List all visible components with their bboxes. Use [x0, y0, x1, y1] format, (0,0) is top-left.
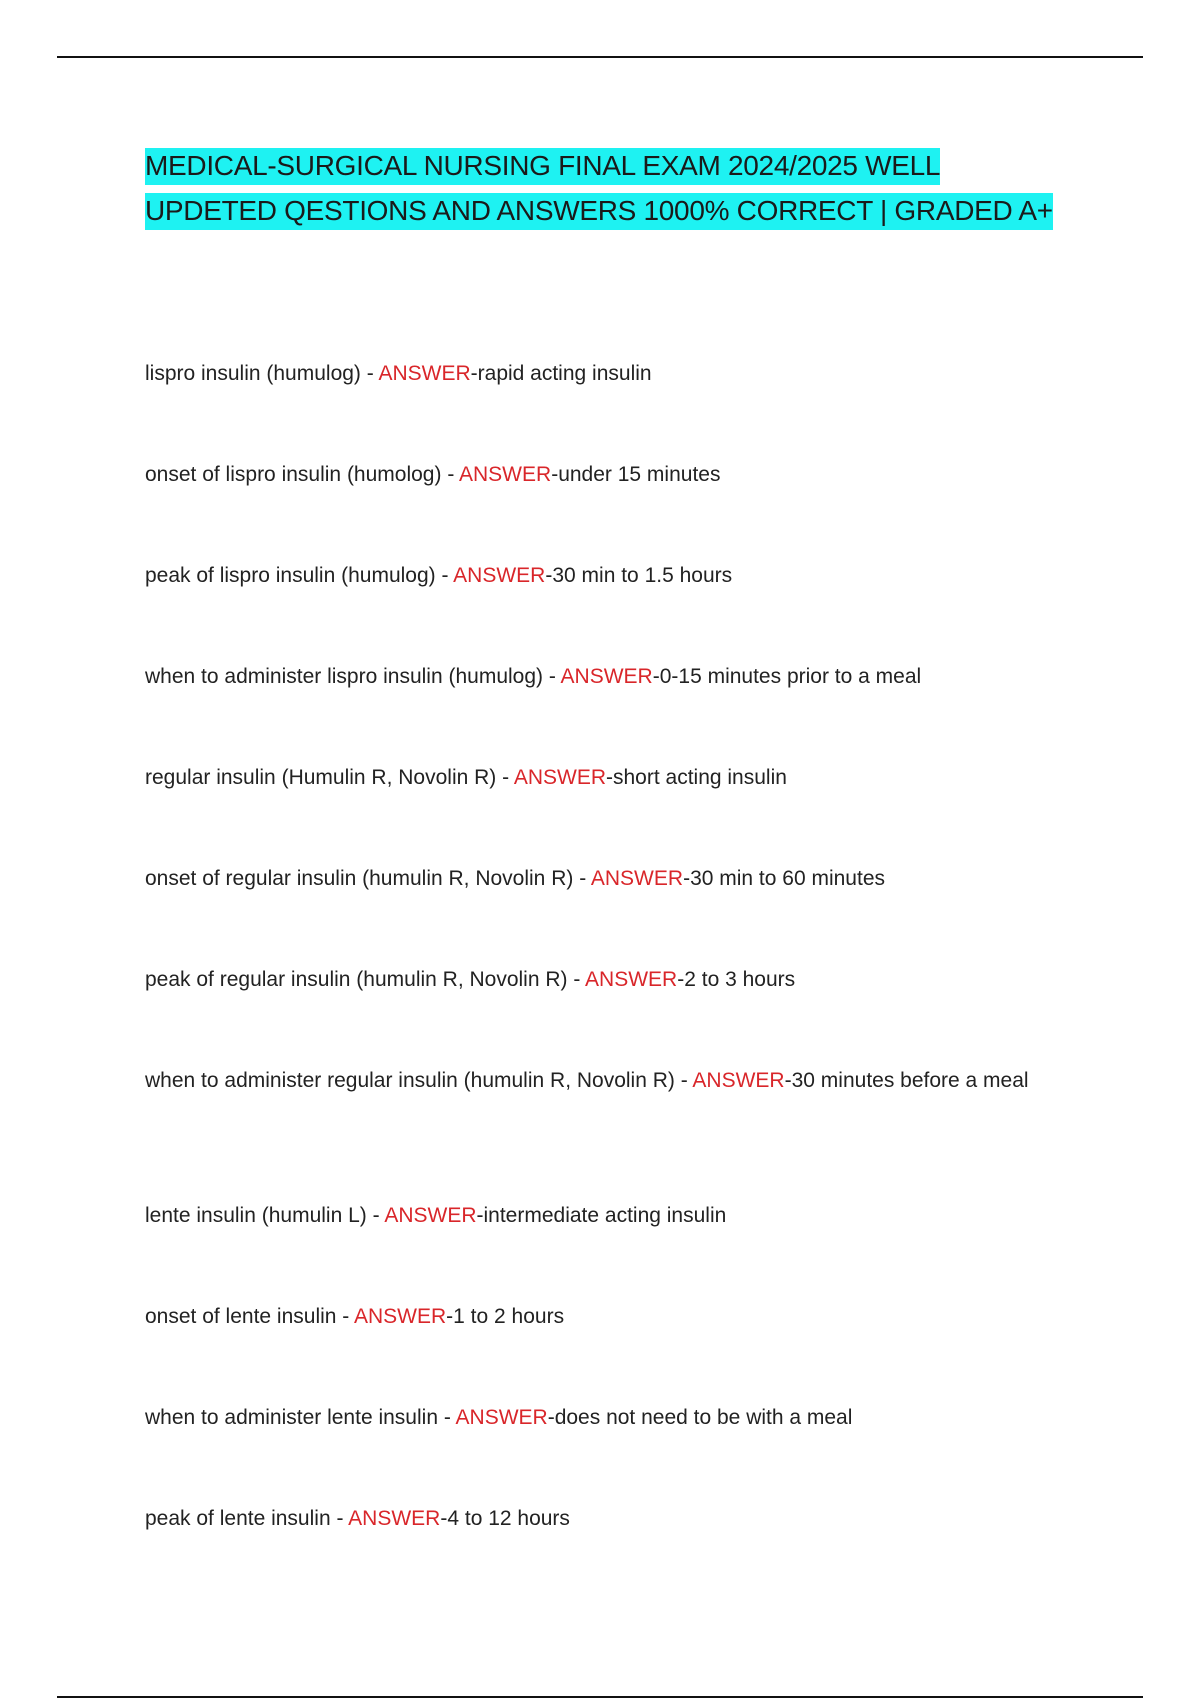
top-rule — [57, 56, 1143, 58]
qa-answer: intermediate acting insulin — [483, 1204, 727, 1227]
qa-answer: rapid acting insulin — [477, 362, 652, 385]
qa-separator: - — [573, 867, 591, 890]
qa-answer: does not need to be with a meal — [554, 1406, 853, 1429]
document-title — [145, 143, 1075, 233]
qa-separator: - — [567, 968, 586, 991]
qa-joiner: - — [551, 463, 559, 486]
qa-joiner: - — [677, 968, 685, 991]
answer-label: ANSWER — [560, 665, 653, 688]
qa-answer: 4 to 12 hours — [447, 1507, 570, 1530]
qa-answer: 0-15 minutes prior to a meal — [659, 665, 922, 688]
qa-question: lispro insulin (humulog) — [145, 362, 361, 385]
answer-label: ANSWER — [692, 1069, 785, 1092]
qa-joiner: - — [784, 1069, 792, 1092]
qa-joiner: - — [606, 766, 613, 789]
qa-joiner: - — [683, 867, 691, 890]
qa-answer: 1 to 2 hours — [453, 1305, 565, 1328]
qa-question: peak of lispro insulin (humulog) — [145, 564, 436, 587]
qa-item — [145, 660, 1055, 694]
qa-separator: - — [435, 564, 454, 587]
qa-item — [145, 761, 1055, 795]
qa-question: onset of lente insulin — [145, 1305, 337, 1328]
qa-joiner: - — [470, 362, 478, 385]
answer-label: ANSWER — [590, 867, 684, 890]
answer-label: ANSWER — [585, 968, 678, 991]
qa-joiner: - — [446, 1305, 454, 1328]
qa-item — [145, 1300, 1055, 1334]
qa-question: when to administer regular insulin (humulin R, Novolin R) — [145, 1069, 675, 1092]
qa-question: lente insulin (humulin L) — [145, 1204, 367, 1227]
qa-item — [145, 1401, 1055, 1435]
answer-label: ANSWER — [378, 362, 471, 385]
qa-answer: under 15 minutes — [558, 463, 721, 486]
qa-separator: - — [441, 463, 459, 486]
qa-item — [145, 458, 1055, 492]
qa-separator: - — [543, 665, 561, 688]
qa-item — [145, 559, 1055, 593]
answer-label: ANSWER — [453, 564, 546, 587]
qa-separator: - — [330, 1507, 349, 1530]
qa-question: regular insulin (Humulin R, Novolin R) — [145, 766, 497, 789]
qa-item — [145, 357, 1055, 391]
qa-joiner: - — [476, 1204, 484, 1227]
qa-item — [145, 862, 1055, 896]
qa-joiner: - — [440, 1507, 448, 1530]
qa-joiner: - — [652, 665, 660, 688]
qa-item — [145, 1502, 1055, 1536]
answer-label: ANSWER — [455, 1406, 548, 1429]
qa-item — [145, 1199, 1055, 1233]
qa-joiner: - — [545, 564, 553, 587]
answer-label: ANSWER — [384, 1204, 477, 1227]
qa-question: when to administer lispro insulin (humulog) — [145, 665, 544, 688]
qa-item — [145, 963, 1055, 997]
qa-separator: - — [366, 1204, 385, 1227]
answer-label: ANSWER — [353, 1305, 447, 1328]
qa-separator: - — [438, 1406, 456, 1429]
bottom-rule — [57, 1696, 1143, 1698]
qa-question: when to administer lente insulin — [145, 1406, 438, 1429]
qa-separator: - — [336, 1305, 354, 1328]
qa-separator: - — [496, 766, 514, 789]
qa-separator: - — [674, 1069, 693, 1092]
qa-answer: 30 minutes before a meal — [791, 1069, 1029, 1092]
qa-answer: 30 min to 1.5 hours — [552, 564, 733, 587]
qa-question: onset of lispro insulin (humolog) — [145, 463, 442, 486]
qa-answer: 2 to 3 hours — [684, 968, 796, 991]
qa-item — [145, 1064, 1055, 1098]
answer-label: ANSWER — [513, 766, 606, 789]
answer-label: ANSWER — [348, 1507, 441, 1530]
qa-question: peak of lente insulin — [145, 1507, 331, 1530]
qa-separator: - — [360, 362, 379, 385]
qa-answer: 30 min to 60 minutes — [690, 867, 885, 890]
answer-label: ANSWER — [459, 463, 552, 486]
title-highlight: MEDICAL-SURGICAL NURSING FINAL EXAM 2024/2025 WELL UPDETED QESTIONS AND ANSWERS 1000% CORRECT | GRADED A+ — [145, 148, 1053, 230]
qa-joiner: - — [547, 1406, 555, 1429]
qa-answer: short acting insulin — [613, 766, 787, 789]
qa-question: peak of regular insulin (humulin R, Novolin R) — [145, 968, 568, 991]
qa-question: onset of regular insulin (humulin R, Novolin R) — [145, 867, 574, 890]
